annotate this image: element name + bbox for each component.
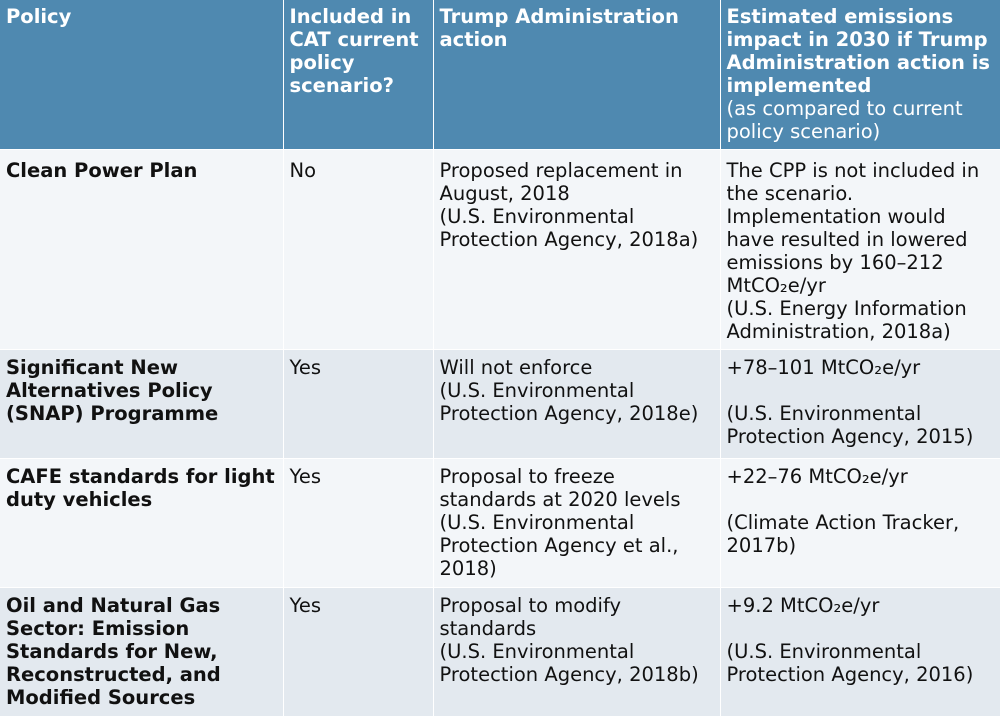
impact-cell — [720, 459, 1000, 588]
included-cell: Yes — [283, 588, 433, 717]
policy-cell: Clean Power Plan — [0, 150, 283, 350]
impact-cell — [720, 150, 1000, 350]
included-cell: No — [283, 150, 433, 350]
impact-source: (U.S. Energy Information Administration, 2018a) — [726, 297, 967, 343]
impact-source: (Climate Action Tracker, 2017b) — [726, 511, 960, 557]
action-cell: Proposal to modify standards (U.S. Environmental Protection Agency, 2018b) — [433, 588, 720, 717]
table-header-row — [0, 0, 1000, 150]
impact-value: +9.2 MtCO₂e/yr — [726, 594, 880, 617]
impact-source: (U.S. Environmental Protection Agency, 2016) — [726, 640, 974, 686]
header-policy: Policy — [0, 0, 283, 150]
spacer — [727, 379, 994, 402]
impact-cell — [720, 588, 1000, 717]
spacer — [727, 488, 994, 511]
table-row — [0, 350, 1000, 459]
policy-cell: Significant New Alternatives Policy (SNAP) Programme — [0, 350, 283, 459]
table-row — [0, 588, 1000, 717]
action-cell: Will not enforce (U.S. Environmental Protection Agency, 2018e) — [433, 350, 720, 459]
impact-value: +78–101 MtCO₂e/yr — [726, 356, 921, 379]
impact-source: (U.S. Environmental Protection Agency, 2015) — [726, 402, 974, 448]
policy-cell: Oil and Natural Gas Sector: Emission Standards for New, Reconstructed, and Modified Sources — [0, 588, 283, 717]
header-action: Trump Administration action — [433, 0, 720, 150]
header-impact-note: (as compared to current policy scenario) — [726, 97, 963, 143]
action-cell: Proposed replacement in August, 2018 (U.S. Environmental Protection Agency, 2018a) — [433, 150, 720, 350]
included-cell: Yes — [283, 350, 433, 459]
header-impact-title: Estimated emissions impact in 2030 if Trump Administration action is implemented — [726, 5, 990, 97]
spacer — [727, 617, 994, 640]
impact-value: +22–76 MtCO₂e/yr — [726, 465, 908, 488]
impact-value: The CPP is not included in the scenario. Implementation would have resulted in lowered emissions by 160–212 MtCO₂e/yr — [726, 159, 980, 297]
action-cell: Proposal to freeze standards at 2020 levels (U.S. Environmental Protection Agency et al., 2018) — [433, 459, 720, 588]
policy-cell: CAFE standards for light duty vehicles — [0, 459, 283, 588]
table-row — [0, 150, 1000, 350]
table-row — [0, 459, 1000, 588]
included-cell: Yes — [283, 459, 433, 588]
impact-cell — [720, 350, 1000, 459]
header-impact — [720, 0, 1000, 150]
header-included: Included in CAT current policy scenario? — [283, 0, 433, 150]
